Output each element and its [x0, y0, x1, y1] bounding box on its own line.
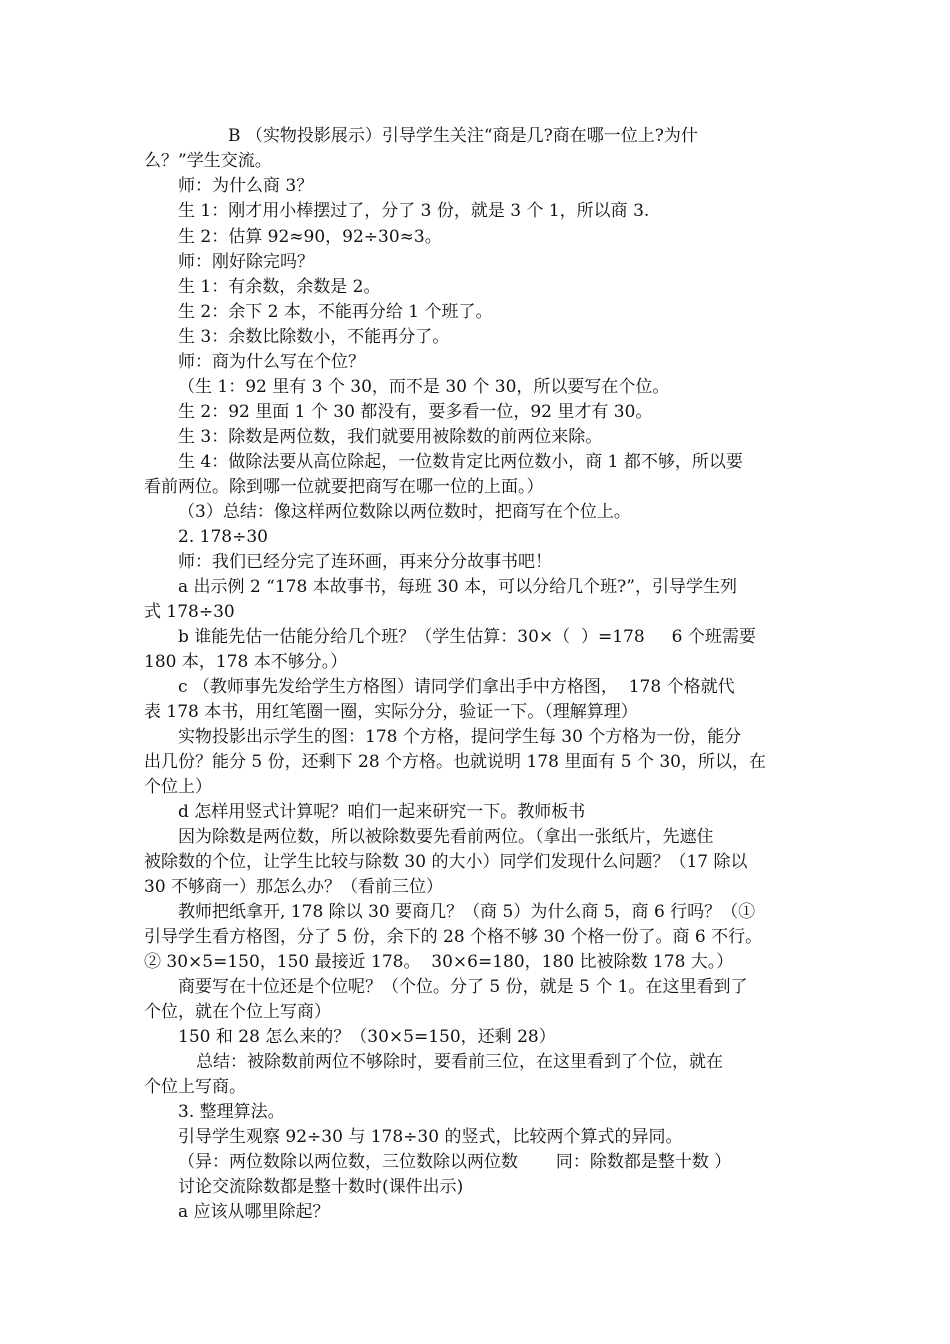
text-line: 师：为什么商 3？	[178, 176, 314, 196]
text-line: 生 3：除数是两位数，我们就要用被除数的前两位来除。	[178, 427, 603, 447]
text-line: 总结：被除数前两位不够除时，要看前三位，在这里看到了个位，就在	[196, 1052, 723, 1072]
text-line: a 出示例 2 “178 本故事书，每班 30 本，可以分给几个班?”，引导学生列	[178, 577, 737, 597]
text-line: 么？”学生交流。	[144, 151, 272, 171]
text-line: 被除数的个位，让学生比较与除数 30 的大小）同学们发现什么问题？（17 除以	[144, 852, 748, 872]
text-line: （生 1：92 里有 3 个 30，而不是 30 个 30，所以要写在个位。	[178, 377, 670, 397]
text-line: 个位上）	[144, 777, 212, 797]
text-line: 表 178 本书，用红笔圈一圈，实际分分，验证一下。（理解算理）	[144, 702, 638, 722]
text-line: 生 2：余下 2 本，不能再分给 1 个班了。	[178, 302, 493, 322]
text-line: 生 2：92 里面 1 个 30 都没有，要多看一位，92 里才有 30。	[178, 402, 653, 422]
text-line: 引导学生看方格图，分了 5 份，余下的 28 个格不够 30 个格一份了。商 6 不行。	[144, 927, 763, 947]
text-line: a 应该从哪里除起？	[178, 1202, 330, 1222]
text-line: 看前两位。除到哪一位就要把商写在哪一位的上面。）	[144, 477, 544, 497]
text-line: 式 178÷30	[144, 602, 235, 622]
text-line: 出几份？能分 5 份，还剩下 28 个方格。也就说明 178 里面有 5 个 30，所以，在	[144, 752, 766, 772]
text-line: （3）总结：像这样两位数除以两位数时，把商写在个位上。	[178, 502, 631, 522]
text-line: 引导学生观察 92÷30 与 178÷30 的竖式，比较两个算式的异同。	[178, 1127, 683, 1147]
text-line: 师：我们已经分完了连环画，再来分分故事书吧！	[178, 552, 552, 572]
text-line: 150 和 28 怎么来的？（30×5=150，还剩 28）	[178, 1027, 556, 1047]
text-line: B （实物投影展示）引导学生关注“商是几?商在哪一位上?为什	[228, 126, 698, 146]
text-line: 3. 整理算法。	[178, 1102, 285, 1122]
text-line: （异：两位数除以两位数，三位数除以两位数 同：除数都是整十数 ）	[178, 1152, 732, 1172]
text-line: 商要写在十位还是个位呢？（个位。分了 5 份，就是 5 个 1。在这里看到了	[178, 977, 748, 997]
text-line: 生 2：估算 92≈90，92÷30≈3。	[178, 227, 442, 247]
text-line: b 谁能先估一估能分给几个班？（学生估算：30×（ ）=178 6 个班需要	[178, 627, 756, 647]
text-line: 个位，就在个位上写商）	[144, 1002, 331, 1022]
text-line: 实物投影出示学生的图：178 个方格，提问学生每 30 个方格为一份，能分	[178, 727, 742, 747]
text-line: 师：商为什么写在个位？	[178, 352, 365, 372]
text-line: 讨论交流除数都是整十数时(课件出示)	[178, 1177, 464, 1197]
text-line: 生 1：有余数，余数是 2。	[178, 277, 381, 297]
text-line: 180 本，178 本不够分。）	[144, 652, 348, 672]
text-line: 教师把纸拿开, 178 除以 30 要商几？（商 5）为什么商 5，商 6 行吗？（①	[178, 902, 756, 922]
text-line: c （教师事先发给学生方格图）请同学们拿出手中方格图， 178 个格就代	[178, 677, 735, 697]
text-line: 生 1：刚才用小棒摆过了，分了 3 份，就是 3 个 1，所以商 3.	[178, 201, 650, 221]
text-line: 生 3：余数比除数小，不能再分了。	[178, 327, 450, 347]
text-line: 个位上写商。	[144, 1077, 246, 1097]
text-line: 师：刚好除完吗？	[178, 252, 314, 272]
text-line: 2. 178÷30	[178, 527, 268, 547]
text-line: ② 30×5=150，150 最接近 178。 30×6=180，180 比被除数 178 大。）	[144, 952, 734, 972]
text-line: 因为除数是两位数，所以被除数要先看前两位。（拿出一张纸片，先遮住	[178, 827, 714, 847]
text-line: 生 4：做除法要从高位除起，一位数肯定比两位数小，商 1 都不够，所以要	[178, 452, 743, 472]
text-line: d 怎样用竖式计算呢？咱们一起来研究一下。教师板书	[178, 802, 586, 822]
text-line: 30 不够商一）那怎么办？（看前三位）	[144, 877, 444, 897]
